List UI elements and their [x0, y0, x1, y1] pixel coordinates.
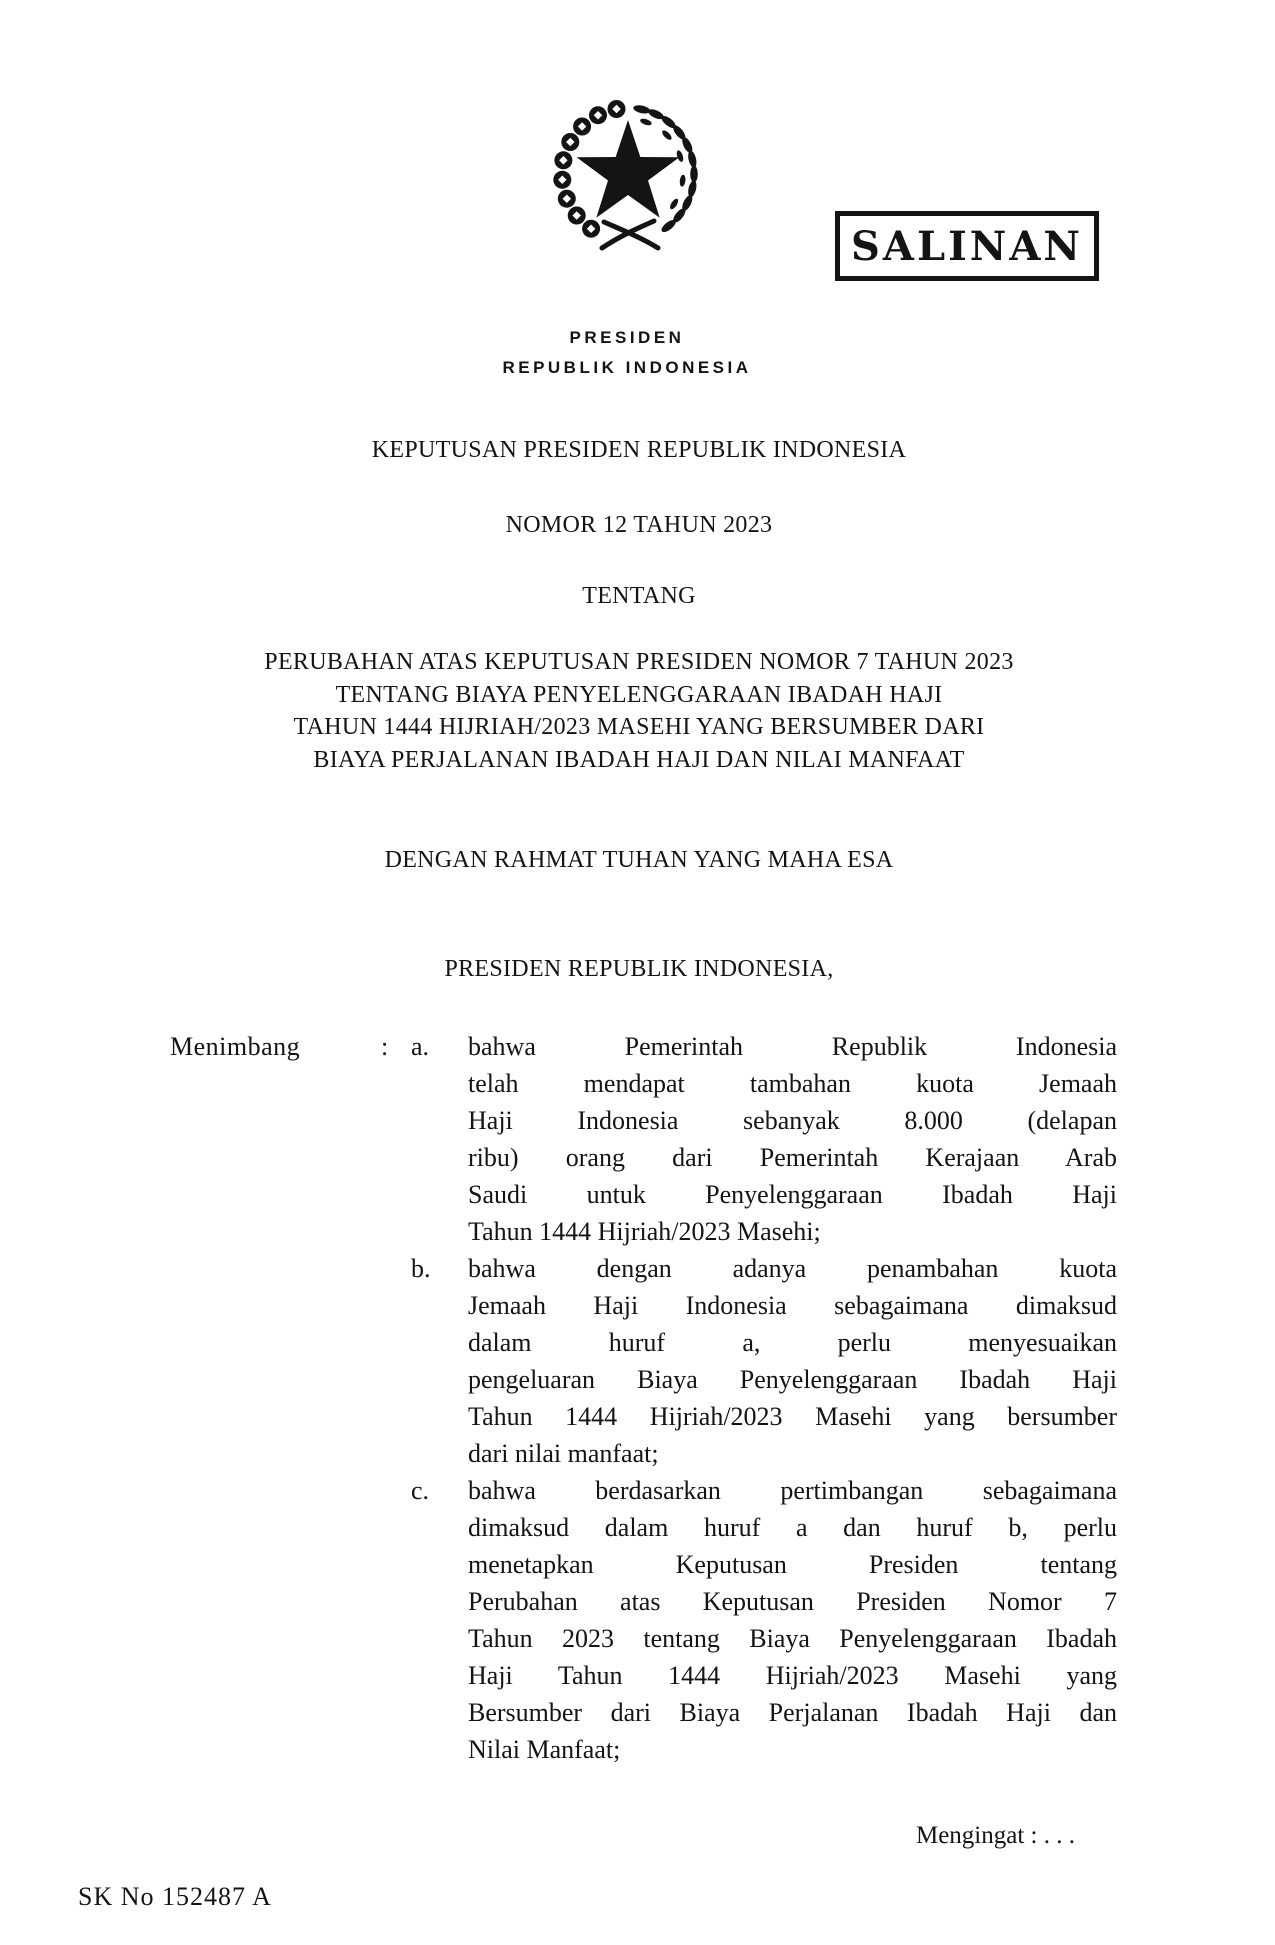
letterhead-republik-indonesia: REPUBLIK INDONESIA — [502, 358, 752, 377]
text-line: dari nilai manfaat; — [468, 1439, 659, 1468]
text-line: Saudi untuk Penyelenggaraan Ibadah Haji — [468, 1180, 1117, 1209]
text-line: Haji Indonesia sebanyak 8.000 (delapan — [468, 1106, 1117, 1135]
decree-subject-line: PERUBAHAN ATAS KEPUTUSAN PRESIDEN NOMOR 7 TAHUN 2023 — [264, 649, 1014, 675]
star-wreath-icon — [540, 96, 716, 266]
consideration-item — [411, 1472, 1117, 1768]
text-line: dalam huruf a, perlu menyesuaikan — [468, 1328, 1117, 1357]
wreath-stems-icon — [602, 221, 658, 248]
text-line: menetapkan Keputusan Presiden tentang — [468, 1550, 1117, 1579]
consideration-item — [411, 1028, 1117, 1250]
text-line: Haji Tahun 1444 Hijriah/2023 Masehi yang — [468, 1661, 1117, 1690]
decree-number: NOMOR 12 TAHUN 2023 — [505, 512, 773, 538]
salinan-stamp-label: SALINAN — [851, 222, 1083, 270]
text-line: Bersumber dari Biaya Perjalanan Ibadah Haji dan — [468, 1698, 1117, 1727]
text-line: telah mendapat tambahan kuota Jemaah — [468, 1069, 1117, 1098]
considerations-list — [411, 1028, 1117, 1768]
item-marker: a. — [411, 1032, 430, 1061]
text-line: pengeluaran Biaya Penyelenggaraan Ibadah Haji — [468, 1365, 1117, 1394]
decree-subject-line: BIAYA PERJALANAN IBADAH HAJI DAN NILAI MANFAAT — [313, 746, 965, 773]
item-lines — [468, 1250, 1117, 1472]
considerations-label: Menimbang — [170, 1032, 301, 1061]
item-lines — [468, 1028, 1117, 1250]
salinan-stamp — [835, 211, 1099, 281]
text-line: bahwa berdasarkan pertimbangan sebagaimana — [468, 1476, 1117, 1505]
item-marker: b. — [411, 1254, 431, 1283]
text-line: Tahun 2023 tentang Biaya Penyelenggaraan Ibadah — [468, 1624, 1117, 1653]
text-line: bahwa dengan adanya penambahan kuota — [468, 1254, 1117, 1283]
consideration-item — [411, 1250, 1117, 1472]
text-line: Tahun 1444 Hijriah/2023 Masehi; — [468, 1217, 821, 1246]
text-line: Jemaah Haji Indonesia sebagaimana dimaksud — [468, 1291, 1117, 1320]
item-lines — [468, 1472, 1117, 1768]
decree-subject — [164, 646, 1114, 776]
letterhead — [377, 323, 877, 383]
text-line: Tahun 1444 Hijriah/2023 Masehi yang bersumber — [468, 1402, 1117, 1431]
decree-about-label: TENTANG — [582, 583, 696, 609]
colon-separator: : — [381, 1032, 389, 1061]
item-marker: c. — [411, 1476, 430, 1505]
considerations-section — [170, 1028, 1117, 1768]
text-line: bahwa Pemerintah Republik Indonesia — [468, 1032, 1117, 1061]
invocation-line: DENGAN RAHMAT TUHAN YANG MAHA ESA — [384, 847, 894, 873]
decree-heading: KEPUTUSAN PRESIDEN REPUBLIK INDONESIA — [371, 437, 907, 463]
presidential-emblem — [540, 96, 716, 266]
letterhead-presiden: PRESIDEN — [569, 328, 685, 347]
text-line: Perubahan atas Keputusan Presiden Nomor 7 — [468, 1587, 1117, 1616]
text-line: Nilai Manfaat; — [468, 1735, 621, 1764]
text-line: ribu) orang dari Pemerintah Kerajaan Arab — [468, 1143, 1117, 1172]
sk-number: SK No 152487 A — [78, 1882, 272, 1911]
issuer-line: PRESIDEN REPUBLIK INDONESIA, — [444, 956, 834, 982]
continuation-note: Mengingat : . . . — [915, 1822, 1075, 1849]
decree-subject-line: TAHUN 1444 HIJRIAH/2023 MASEHI YANG BERSUMBER DARI — [293, 714, 985, 740]
text-line: dimaksud dalam huruf a dan huruf b, perlu — [468, 1513, 1117, 1542]
decree-subject-line: TENTANG BIAYA PENYELENGGARAAN IBADAH HAJI — [335, 681, 943, 708]
